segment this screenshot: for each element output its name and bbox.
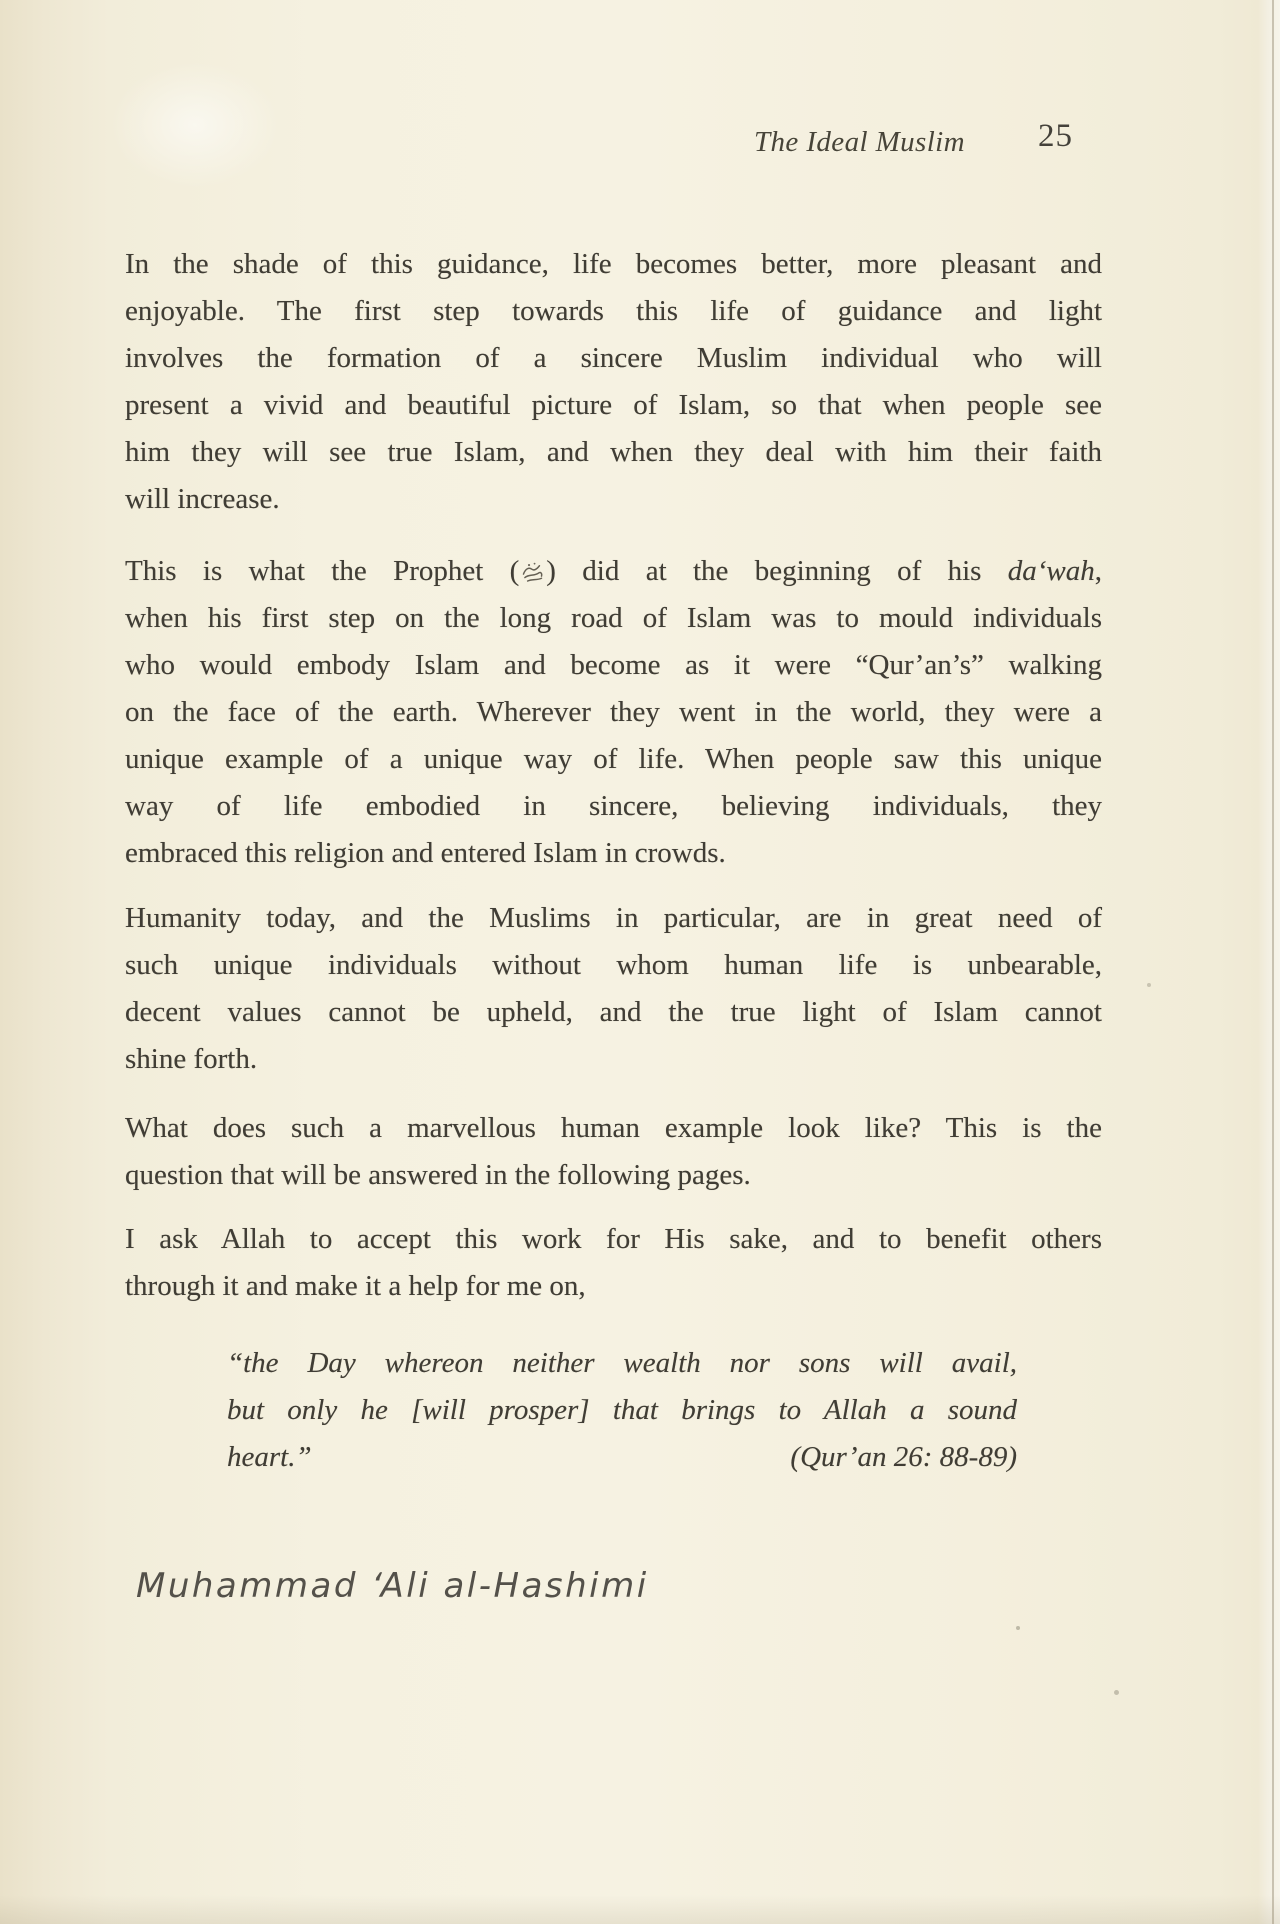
text-segment: on the face of the earth. Wherever they went in the world, they were a xyxy=(125,696,1102,728)
paragraph xyxy=(125,241,1102,523)
text-line xyxy=(227,1340,1017,1387)
text-segment: involves the formation of a sincere Muslim individual who will xyxy=(125,342,1102,374)
text-line xyxy=(125,783,1102,830)
text-line xyxy=(125,642,1102,689)
paragraph xyxy=(125,1105,1102,1199)
paragraph xyxy=(125,895,1102,1083)
text-segment: shine forth. xyxy=(125,1043,258,1075)
text-segment: , xyxy=(1094,555,1103,587)
page-number: 25 xyxy=(1038,118,1073,154)
text-segment: through it and make it a help for me on, xyxy=(125,1270,586,1302)
text-line xyxy=(227,1387,1017,1434)
scan-speck xyxy=(1147,983,1151,987)
text-segment: unique example of a unique way of life. When people saw this unique xyxy=(125,743,1102,775)
text-line xyxy=(125,595,1102,642)
paragraph xyxy=(125,1216,1102,1310)
text-segment: heart.” xyxy=(227,1441,312,1473)
scan-speck xyxy=(1016,1626,1020,1630)
text-line xyxy=(125,1263,1102,1310)
text-segment: decent values cannot be upheld, and the true light of Islam cannot xyxy=(125,996,1102,1028)
text-line xyxy=(125,476,1102,523)
quote-block xyxy=(227,1340,1017,1481)
scan-speck xyxy=(1114,1690,1119,1695)
page-edge-shadow xyxy=(1272,0,1274,1924)
text-segment: In the shade of this guidance, life becomes better, more pleasant and xyxy=(125,248,1102,280)
text-line xyxy=(227,1434,1017,1481)
text-segment: who would embody Islam and become as it were “Qur’an’s” walking xyxy=(125,649,1102,681)
paragraph xyxy=(125,548,1102,877)
text-line xyxy=(125,830,1102,877)
text-segment: question that will be answered in the following pages. xyxy=(125,1159,751,1191)
prophet-honorific-icon xyxy=(520,559,545,585)
text-line xyxy=(125,1152,1102,1199)
text-segment: enjoyable. The first step towards this life of guidance and light xyxy=(125,295,1102,327)
text-segment: This is what the Prophet ( xyxy=(125,555,520,587)
text-line xyxy=(125,429,1102,476)
author-signature: Muhammad ‘Ali al-Hashimi xyxy=(136,1566,649,1606)
text-segment: I ask Allah to accept this work for His sake, and to benefit others xyxy=(125,1223,1102,1255)
text-line xyxy=(125,942,1102,989)
text-line xyxy=(125,241,1102,288)
text-segment: but only he [will prosper] that brings to Allah a sound xyxy=(227,1394,1017,1426)
text-line xyxy=(125,989,1102,1036)
text-line xyxy=(125,288,1102,335)
text-segment: (Qur’an 26: 88-89) xyxy=(790,1441,1017,1473)
text-segment: embraced this religion and entered Islam in crowds. xyxy=(125,837,726,869)
text-segment: when his first step on the long road of Islam was to mould individuals xyxy=(125,602,1102,634)
text-segment: Humanity today, and the Muslims in particular, are in great need of xyxy=(125,902,1102,934)
text-line xyxy=(125,1105,1102,1152)
text-segment: will increase. xyxy=(125,483,280,515)
text-line xyxy=(125,895,1102,942)
text-line xyxy=(125,382,1102,429)
running-title: The Ideal Muslim xyxy=(754,126,965,158)
text-segment: present a vivid and beautiful picture of Islam, so that when people see xyxy=(125,389,1102,421)
text-segment: What does such a marvellous human example look like? This is the xyxy=(125,1112,1102,1144)
text-line xyxy=(125,1036,1102,1083)
text-line xyxy=(125,1216,1102,1263)
text-line xyxy=(125,736,1102,783)
text-segment: way of life embodied in sincere, believing individuals, they xyxy=(125,790,1102,822)
text-segment: “the Day whereon neither wealth nor sons will avail, xyxy=(227,1347,1017,1379)
text-line xyxy=(125,335,1102,382)
text-line xyxy=(125,548,1102,595)
text-segment: him they will see true Islam, and when they deal with him their faith xyxy=(125,436,1102,468)
text-segment: da‘wah xyxy=(1007,555,1095,587)
text-line xyxy=(125,689,1102,736)
text-segment: ) did at the beginning of his xyxy=(546,555,1008,587)
text-segment: such unique individuals without whom human life is unbearable, xyxy=(125,949,1102,981)
